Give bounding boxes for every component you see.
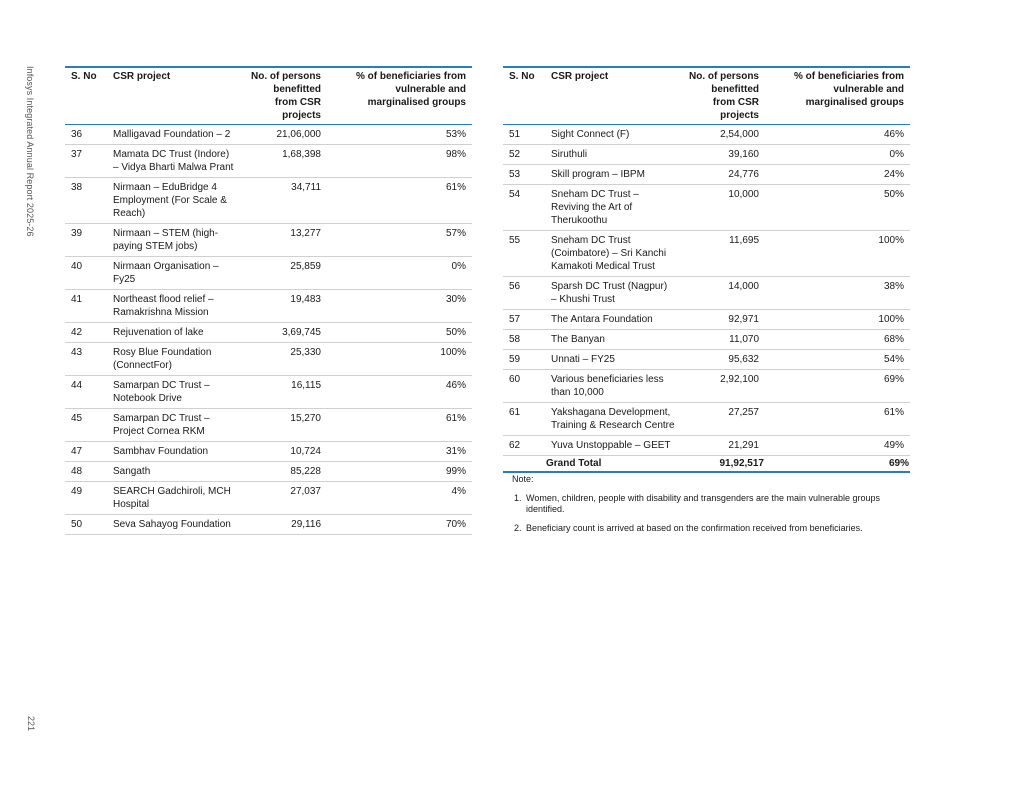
- row-persons: 10,000: [681, 185, 765, 231]
- csr-table-left: [65, 66, 472, 535]
- row-persons: 25,859: [243, 257, 327, 290]
- table-row: [503, 403, 910, 436]
- row-sno: 38: [65, 178, 107, 224]
- header-sno: S. No: [503, 67, 545, 125]
- table-row: [65, 409, 472, 442]
- row-percent: 98%: [327, 145, 472, 178]
- row-percent: 70%: [327, 515, 472, 535]
- row-percent: 46%: [327, 376, 472, 409]
- csr-table-right: [503, 66, 910, 473]
- table-row: [65, 343, 472, 376]
- row-persons: 10,724: [243, 442, 327, 462]
- row-sno: 59: [503, 350, 545, 370]
- table-row: [65, 376, 472, 409]
- table-row: [65, 125, 472, 145]
- row-sno: 53: [503, 165, 545, 185]
- row-sno: 61: [503, 403, 545, 436]
- row-percent: 69%: [765, 370, 910, 403]
- row-persons: 1,68,398: [243, 145, 327, 178]
- row-persons: 13,277: [243, 224, 327, 257]
- row-percent: 4%: [327, 482, 472, 515]
- table-row: [65, 442, 472, 462]
- row-persons: 15,270: [243, 409, 327, 442]
- row-sno: 44: [65, 376, 107, 409]
- row-percent: 24%: [765, 165, 910, 185]
- row-project: Sneham DC Trust – Reviving the Art of Therukoothu: [545, 185, 681, 231]
- row-percent: 49%: [765, 436, 910, 456]
- row-sno: 51: [503, 125, 545, 145]
- row-persons: 3,69,745: [243, 323, 327, 343]
- row-project: Nirmaan – EduBridge 4 Employment (For Scale & Reach): [107, 178, 243, 224]
- row-percent: 99%: [327, 462, 472, 482]
- row-project: Mamata DC Trust (Indore) – Vidya Bharti Malwa Prant: [107, 145, 243, 178]
- row-sno: 49: [65, 482, 107, 515]
- row-project: Samarpan DC Trust – Notebook Drive: [107, 376, 243, 409]
- header-persons: No. of persons benefitted from CSR projects: [681, 67, 765, 125]
- row-persons: 92,971: [681, 310, 765, 330]
- row-project: Rejuvenation of lake: [107, 323, 243, 343]
- row-persons: 27,257: [681, 403, 765, 436]
- row-persons: 34,711: [243, 178, 327, 224]
- table-row: [65, 515, 472, 535]
- row-persons: 16,115: [243, 376, 327, 409]
- row-project: Various beneficiaries less than 10,000: [545, 370, 681, 403]
- row-sno: 40: [65, 257, 107, 290]
- row-percent: 46%: [765, 125, 910, 145]
- page-number: 221: [26, 716, 36, 732]
- row-project: Yakshagana Development, Training & Research Centre: [545, 403, 681, 436]
- row-project: Nirmaan – STEM (high-paying STEM jobs): [107, 224, 243, 257]
- table-row: [503, 185, 910, 231]
- grand-total-percent: 69%: [765, 456, 910, 473]
- table-row: [503, 350, 910, 370]
- row-sno: 36: [65, 125, 107, 145]
- table-row: [503, 231, 910, 277]
- row-percent: 61%: [765, 403, 910, 436]
- row-percent: 0%: [765, 145, 910, 165]
- row-project: Skill program – IBPM: [545, 165, 681, 185]
- row-project: Nirmaan Organisation – Fy25: [107, 257, 243, 290]
- row-project: Sight Connect (F): [545, 125, 681, 145]
- row-percent: 100%: [765, 231, 910, 277]
- row-persons: 2,54,000: [681, 125, 765, 145]
- table-row: [65, 257, 472, 290]
- row-project: SEARCH Gadchiroli, MCH Hospital: [107, 482, 243, 515]
- row-project: Northeast flood relief – Ramakrishna Mission: [107, 290, 243, 323]
- row-percent: 53%: [327, 125, 472, 145]
- row-percent: 57%: [327, 224, 472, 257]
- table-row: [65, 482, 472, 515]
- table-row: [503, 330, 910, 350]
- row-project: Seva Sahayog Foundation: [107, 515, 243, 535]
- row-sno: 57: [503, 310, 545, 330]
- row-percent: 100%: [765, 310, 910, 330]
- table-row: [65, 224, 472, 257]
- row-persons: 21,06,000: [243, 125, 327, 145]
- row-project: Rosy Blue Foundation (ConnectFor): [107, 343, 243, 376]
- row-sno: 39: [65, 224, 107, 257]
- row-project: The Antara Foundation: [545, 310, 681, 330]
- table-row: [503, 370, 910, 403]
- row-persons: 21,291: [681, 436, 765, 456]
- table-row: [65, 290, 472, 323]
- row-project: Sangath: [107, 462, 243, 482]
- row-project: Siruthuli: [545, 145, 681, 165]
- header-percent: % of beneficiaries from vulnerable and marginalised groups: [765, 67, 910, 125]
- notes-section: [512, 474, 912, 542]
- row-persons: 11,695: [681, 231, 765, 277]
- row-persons: 25,330: [243, 343, 327, 376]
- table-header-row: [65, 67, 472, 125]
- table-row: [503, 125, 910, 145]
- row-percent: 68%: [765, 330, 910, 350]
- row-sno: 42: [65, 323, 107, 343]
- notes-title: Note:: [512, 474, 534, 484]
- row-project: Sneham DC Trust (Coimbatore) – Sri Kanchi Kamakoti Medical Trust: [545, 231, 681, 277]
- grand-total-sno: [503, 456, 545, 473]
- row-percent: 0%: [327, 257, 472, 290]
- row-sno: 62: [503, 436, 545, 456]
- notes-list: [512, 493, 912, 534]
- note-item: 2. Beneficiary count is arrived at based on the confirmation received from beneficiaries.: [524, 523, 912, 534]
- csr-table-right-body: [503, 125, 910, 456]
- row-sno: 43: [65, 343, 107, 376]
- table-row: [65, 323, 472, 343]
- header-project: CSR project: [107, 67, 243, 125]
- row-sno: 41: [65, 290, 107, 323]
- table-row: [503, 436, 910, 456]
- row-persons: 24,776: [681, 165, 765, 185]
- row-sno: 45: [65, 409, 107, 442]
- table-row: [503, 310, 910, 330]
- row-sno: 50: [65, 515, 107, 535]
- row-sno: 48: [65, 462, 107, 482]
- row-project: Sambhav Foundation: [107, 442, 243, 462]
- report-side-title: Infosys Integrated Annual Report 2025-26: [25, 66, 35, 237]
- row-sno: 58: [503, 330, 545, 350]
- row-project: Sparsh DC Trust (Nagpur) – Khushi Trust: [545, 277, 681, 310]
- row-percent: 31%: [327, 442, 472, 462]
- row-project: Malligavad Foundation – 2: [107, 125, 243, 145]
- row-persons: 11,070: [681, 330, 765, 350]
- row-sno: 52: [503, 145, 545, 165]
- table-header-row: [503, 67, 910, 125]
- row-persons: 2,92,100: [681, 370, 765, 403]
- row-persons: 14,000: [681, 277, 765, 310]
- row-percent: 61%: [327, 178, 472, 224]
- row-project: Unnati – FY25: [545, 350, 681, 370]
- row-persons: 85,228: [243, 462, 327, 482]
- row-percent: 61%: [327, 409, 472, 442]
- table-row: [65, 462, 472, 482]
- header-project: CSR project: [545, 67, 681, 125]
- row-persons: 29,116: [243, 515, 327, 535]
- table-row: [503, 165, 910, 185]
- header-percent: % of beneficiaries from vulnerable and marginalised groups: [327, 67, 472, 125]
- row-project: The Banyan: [545, 330, 681, 350]
- table-row: [503, 277, 910, 310]
- table-row: [65, 178, 472, 224]
- row-percent: 54%: [765, 350, 910, 370]
- row-project: Samarpan DC Trust – Project Cornea RKM: [107, 409, 243, 442]
- row-percent: 100%: [327, 343, 472, 376]
- table-row: [503, 145, 910, 165]
- header-sno: S. No: [65, 67, 107, 125]
- grand-total-row: [503, 456, 910, 473]
- grand-total-persons: 91,92,517: [681, 456, 765, 473]
- row-sno: 56: [503, 277, 545, 310]
- row-sno: 47: [65, 442, 107, 462]
- row-persons: 39,160: [681, 145, 765, 165]
- row-sno: 37: [65, 145, 107, 178]
- row-sno: 54: [503, 185, 545, 231]
- row-percent: 30%: [327, 290, 472, 323]
- note-item: 1. Women, children, people with disability and transgenders are the main vulnerable groups identified.: [524, 493, 912, 515]
- row-project: Yuva Unstoppable – GEET: [545, 436, 681, 456]
- csr-table-left-body: [65, 125, 472, 535]
- row-percent: 50%: [327, 323, 472, 343]
- row-sno: 55: [503, 231, 545, 277]
- row-persons: 27,037: [243, 482, 327, 515]
- row-persons: 95,632: [681, 350, 765, 370]
- row-percent: 38%: [765, 277, 910, 310]
- grand-total-label: Grand Total: [545, 456, 681, 473]
- header-persons: No. of persons benefitted from CSR projects: [243, 67, 327, 125]
- row-persons: 19,483: [243, 290, 327, 323]
- row-percent: 50%: [765, 185, 910, 231]
- table-row: [65, 145, 472, 178]
- row-sno: 60: [503, 370, 545, 403]
